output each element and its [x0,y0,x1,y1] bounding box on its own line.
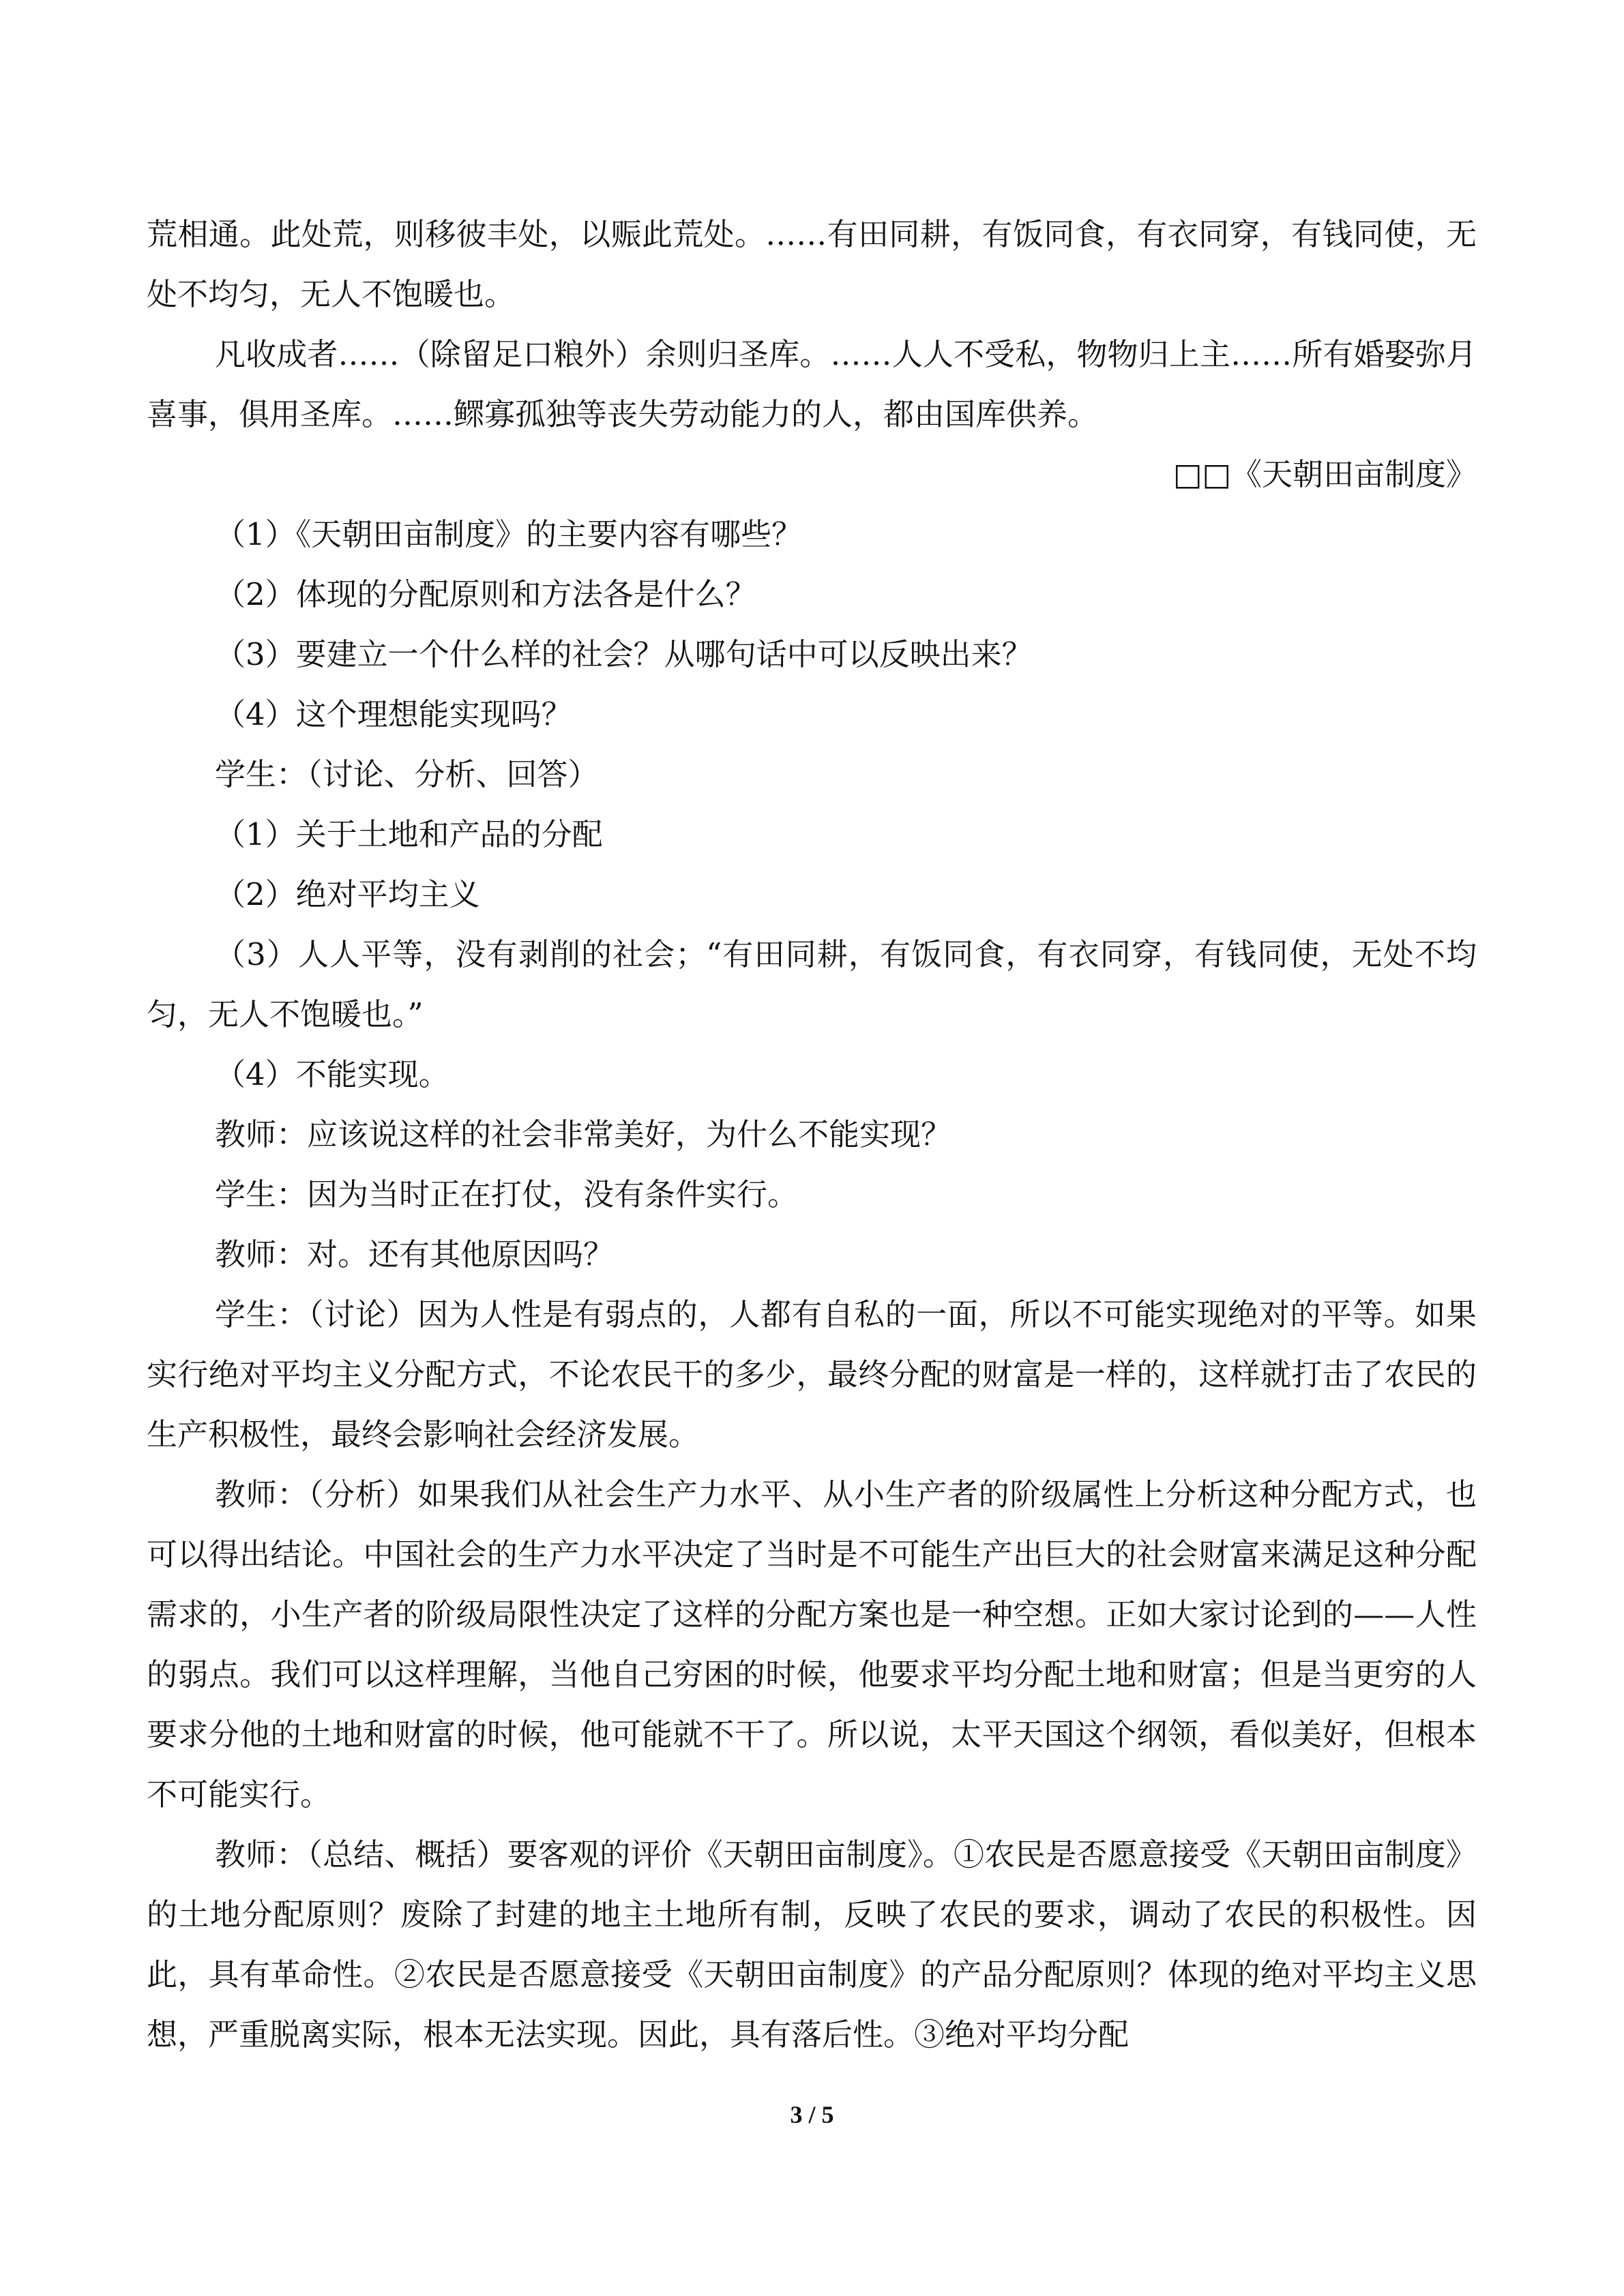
student-response-header: 学生：（讨论、分析、回答） [215,756,599,792]
question-2: （2）体现的分配原则和方法各是什么？ [215,576,756,612]
answer-1: （1）关于土地和产品的分配 [215,816,603,852]
page-number: 3 / 5 [790,2101,834,2128]
teacher-summary: 教师：（总结、概括）要客观的评价《天朝田亩制度》。①农民是否愿意接受《天朝田亩制度》的土地分配原则？废除了封建的地主土地所有制，反映了农民的要求，调动了农民的积极性。因此，具有革命性。②农民是否愿意接受《天朝田亩制度》的产品分配原则？体现的绝对平均主义思想，严重脱离实际，根本无法实现。因此，具有落后性。③绝对平均分配 [147,1836,1477,2053]
question-3: （3）要建立一个什么样的社会？从哪句话中可以反映出来？ [215,636,1033,672]
teacher-follow-up: 教师：对。还有其他原因吗？ [215,1236,615,1272]
paragraph-1: 荒相通。此处荒，则移彼丰处，以赈此荒处。……有田同耕，有饭同食，有衣同穿，有钱同使，无处不均匀，无人不饱暖也。 [147,216,1477,312]
student-discussion: 学生：（讨论）因为人性是有弱点的，人都有自私的一面，所以不可能实现绝对的平等。如果实行绝对平均主义分配方式，不论农民干的多少，最终分配的财富是一样的，这样就打击了农民的生产积极性，最终会影响社会经济发展。 [147,1296,1477,1452]
document-body [147,205,1477,2065]
source-citation: □□《天朝田亩制度》 [1172,456,1477,492]
student-reply: 学生：因为当时正在打仗，没有条件实行。 [215,1176,799,1212]
teacher-question: 教师：应该说这样的社会非常美好，为什么不能实现？ [215,1116,952,1152]
teacher-analysis: 教师：（分析）如果我们从社会生产力水平、从小生产者的阶级属性上分析这种分配方式，也可以得出结论。中国社会的生产力水平决定了当时是不可能生产出巨大的社会财富来满足这种分配需求的，小生产者的阶级局限性决定了这样的分配方案也是一种空想。正如大家讨论到的——人性的弱点。我们可以这样理解，当他自己穷困的时候，他要求平均分配土地和财富；但是当更穷的人要求分他的土地和财富的时候，他可能就不干了。所以说，太平天国这个纲领，看似美好，但根本不可能实行。 [147,1476,1477,1813]
answer-3: （3）人人平等，没有剥削的社会；“有田同耕，有饭同食，有衣同穿，有钱同使，无处不均匀，无人不饱暖也。” [147,936,1477,1032]
question-1: （1）《天朝田亩制度》的主要内容有哪些？ [215,516,803,552]
answer-4: （4）不能实现。 [215,1056,449,1092]
answer-2: （2）绝对平均主义 [215,876,480,912]
paragraph-2: 凡收成者……（除留足口粮外）余则归圣库。……人人不受私，物物归上主……所有婚娶弥月喜事，俱用圣库。……鳏寡孤独等丧失劳动能力的人，都由国库供养。 [147,336,1477,432]
question-4: （4）这个理想能实现吗？ [215,696,572,732]
